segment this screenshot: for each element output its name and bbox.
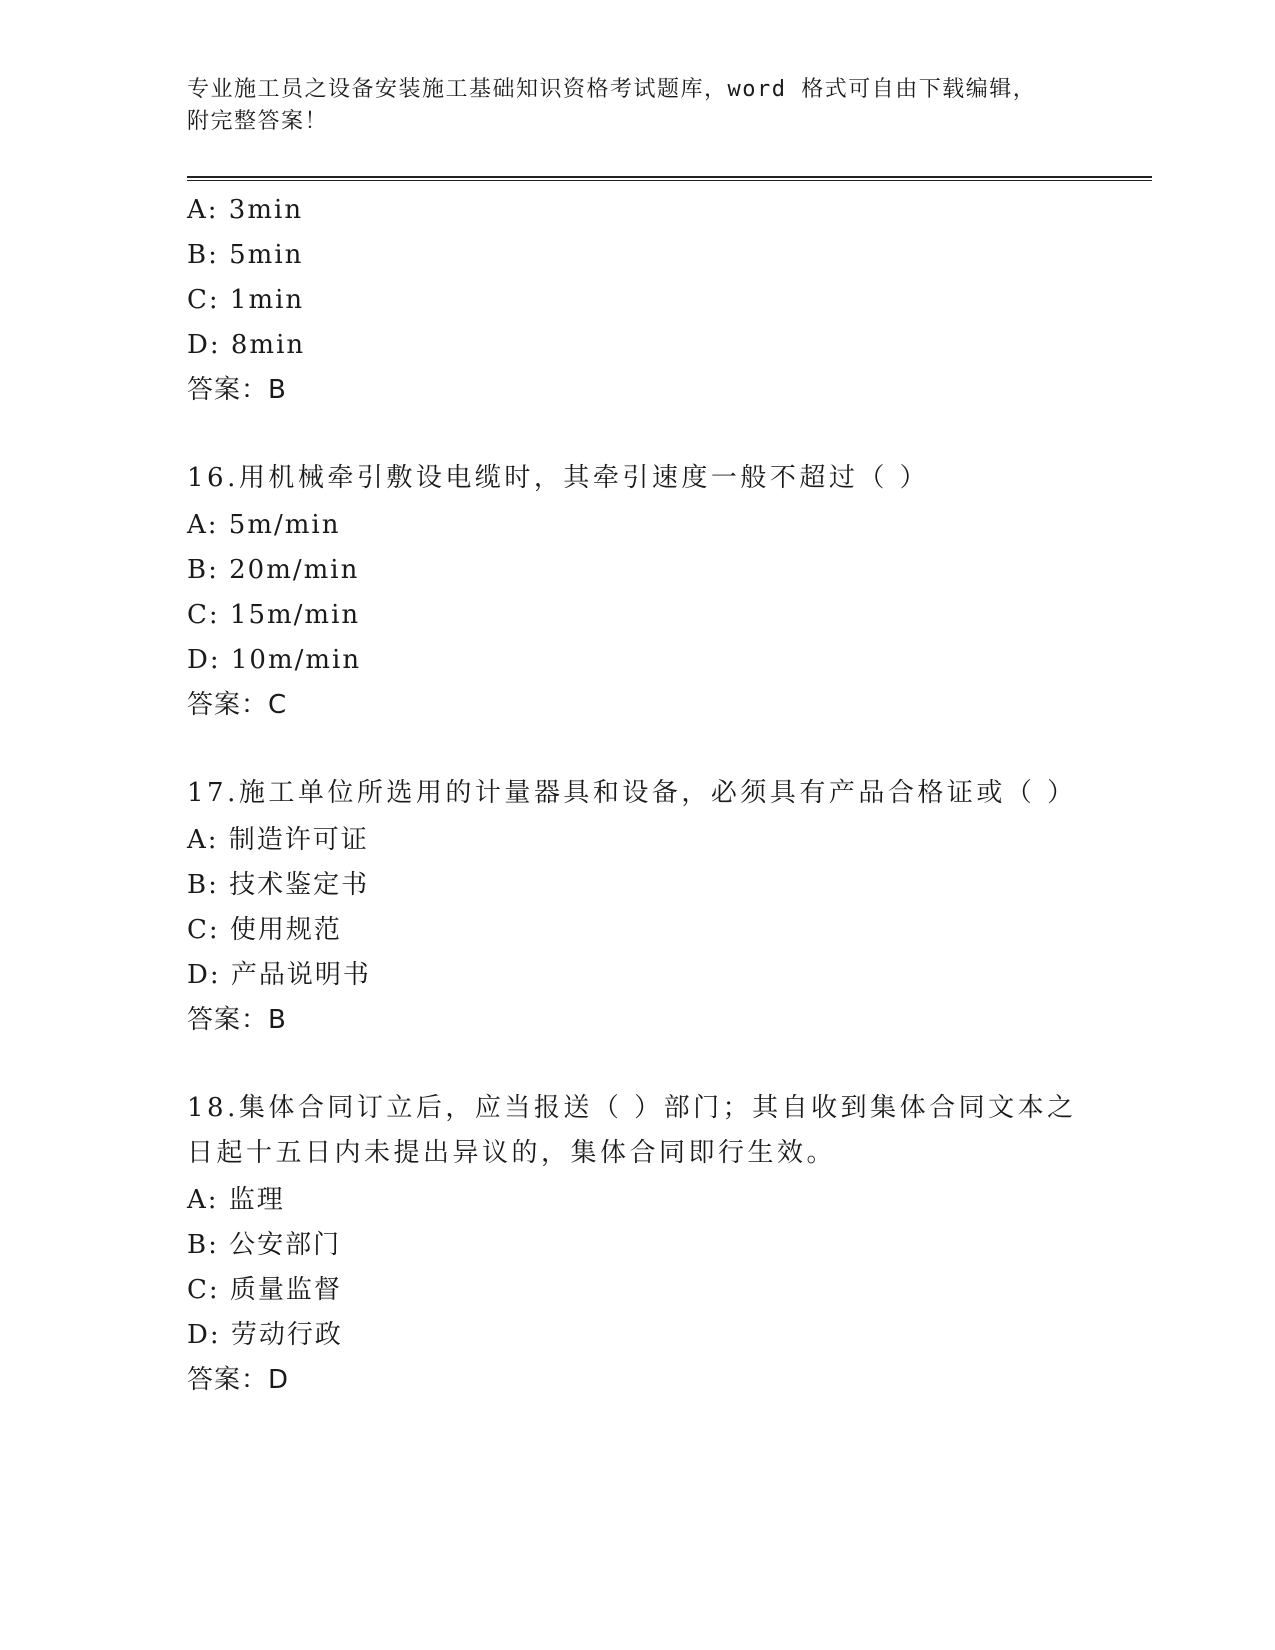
q17-option-c: C: 使用规范 <box>187 915 342 945</box>
q15-answer: 答案：B <box>187 375 287 405</box>
q18-question-line-1: 18.集体合同订立后，应当报送（ ）部门；其自收到集体合同文本之 <box>187 1093 1077 1123</box>
q18-question-line-2: 日起十五日内未提出异议的，集体合同即行生效。 <box>187 1138 837 1168</box>
q18-option-a: A: 监理 <box>187 1185 285 1215</box>
q18-option-d: D: 劳动行政 <box>187 1320 343 1350</box>
q15-option-c: C: 1min <box>187 285 305 315</box>
q16-answer: 答案：C <box>187 690 288 720</box>
q17-option-a: A: 制造许可证 <box>187 825 369 855</box>
q16-option-b: B: 20m/min <box>187 555 360 585</box>
q16-option-c: C: 15m/min <box>187 600 361 630</box>
q17-answer: 答案：B <box>187 1005 287 1035</box>
q18-option-c: C: 质量监督 <box>187 1275 342 1305</box>
q16-question: 16.用机械牵引敷设电缆时，其牵引速度一般不超过（ ） <box>187 463 930 493</box>
q16-option-a: A: 5m/min <box>187 510 341 540</box>
q18-answer: 答案：D <box>187 1365 290 1395</box>
q15-option-b: B: 5min <box>187 240 304 270</box>
header-line-2: 附完整答案！ <box>187 109 329 134</box>
header-line-1: 专业施工员之设备安装施工基础知识资格考试题库，word 格式可自由下载编辑， <box>187 77 1037 102</box>
q15-option-d: D: 8min <box>187 330 306 360</box>
q17-option-b: B: 技术鉴定书 <box>187 870 370 900</box>
q16-option-d: D: 10m/min <box>187 645 362 675</box>
q18-option-b: B: 公安部门 <box>187 1230 342 1260</box>
q17-question: 17.施工单位所选用的计量器具和设备，必须具有产品合格证或（ ） <box>187 778 1077 808</box>
q17-option-d: D: 产品说明书 <box>187 960 371 990</box>
document-header <box>187 74 1067 138</box>
header-divider <box>187 176 1152 181</box>
q15-option-a: A: 3min <box>187 195 304 225</box>
